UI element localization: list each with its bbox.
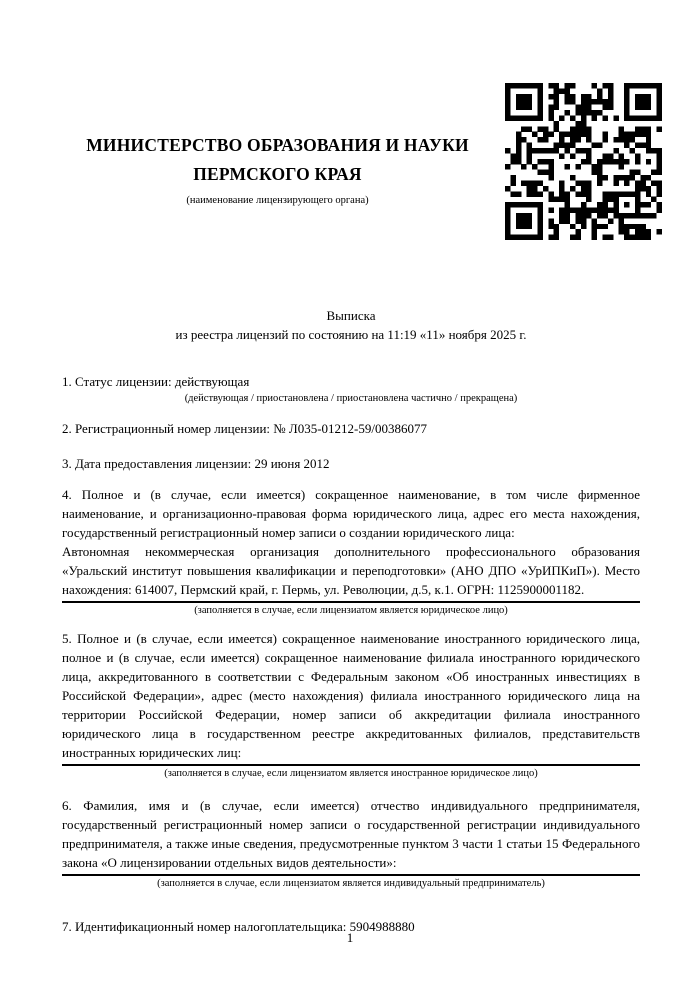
page-number: 1 — [346, 930, 354, 945]
ministry-name-line2: ПЕРМСКОГО КРАЯ — [193, 164, 362, 184]
ministry-name-line1: МИНИСТЕРСТВО ОБРАЗОВАНИЯ И НАУКИ — [86, 135, 469, 155]
taxpayer-id-text: 7. Идентификационный номер налогоплательщика: 5904988880 — [62, 919, 415, 934]
registration-number-text: 2. Регистрационный номер лицензии: № Л035-01212-59/00386077 — [62, 421, 428, 436]
individual-entrepreneur-rule — [62, 874, 640, 876]
letterhead — [55, 131, 500, 207]
ministry-caption: (наименование лицензирующего органа) — [186, 195, 369, 206]
legal-entity-label: 4. Полное и (в случае, если имеется) сокращенное наименование, в том числе фирменное наименование, и организационно-правовая форма юридического лица, адрес его места нахождения, государственный регистрационный номер записи о создании юридического лица: — [62, 487, 640, 540]
foreign-entity-caption: (заполняется в случае, если лицензиатом является иностранное юридическое лицо) — [164, 768, 538, 779]
item-individual-entrepreneur — [62, 796, 640, 890]
individual-entrepreneur-label: 6. Фамилия, имя и (в случае, если имеется) отчество индивидуального предпринимателя, государственный регистрационный номер записи о государственной регистрации индивидуального предпринимателя, а также иные сведения, предусмотренные пунктом 3 части 1 статьи 15 Федерального закона «О лицензировании отдельных видов деятельности»: — [62, 798, 640, 870]
legal-entity-caption: (заполняется в случае, если лицензиатом является юридическое лицо) — [194, 605, 508, 616]
qr-code-icon — [505, 83, 662, 240]
license-grant-date-text: 3. Дата предоставления лицензии: 29 июня 2012 — [62, 456, 330, 471]
individual-entrepreneur-caption: (заполняется в случае, если лицензиатом является индивидуальный предприниматель) — [157, 878, 545, 889]
item-license-status — [62, 372, 640, 405]
document-subtitle: из реестра лицензий по состоянию на 11:19 «11» ноября 2025 г. — [175, 327, 527, 342]
license-status-caption: (действующая / приостановлена / приостановлена частично / прекращена) — [184, 393, 518, 404]
item-legal-entity-name — [62, 485, 640, 617]
document-title-block — [62, 306, 640, 344]
item-registration-number — [62, 419, 640, 438]
license-status-text: 1. Статус лицензии: действующая — [62, 374, 250, 389]
foreign-entity-rule — [62, 764, 640, 766]
document-body — [62, 306, 640, 936]
foreign-entity-label: 5. Полное и (в случае, если имеется) сокращенное наименование иностранного юридического лица, полное и (в случае, если имеется) сокращенное наименование филиала иностранного юридического лица, аккредитованного в соответствии с Федеральным законом «Об иностранных инвестициях в Российской Федерации», адрес (место нахождения) филиала иностранного юридического лица на территории Российской Федерации, номер записи об аккредитации филиала иностранного юридического лица в государственном реестре аккредитованных филиалов, представительств иностранных юридических лиц: — [62, 631, 640, 760]
qr-code-icon — [505, 83, 662, 240]
legal-entity-value: Автономная некоммерческая организация дополнительного профессионального образования «Уральский институт повышения квалификации и переподготовки» (АНО ДПО «УрИПКиП»). Место нахождения: 614007, Пермский край, г. Пермь, ул. Революции, д.5, к.1. ОГРН: 1125900001182. — [62, 544, 640, 597]
item-foreign-entity-name — [62, 629, 640, 780]
item-license-grant-date — [62, 454, 640, 473]
document-title: Выписка — [326, 308, 376, 323]
legal-entity-rule — [62, 601, 640, 603]
